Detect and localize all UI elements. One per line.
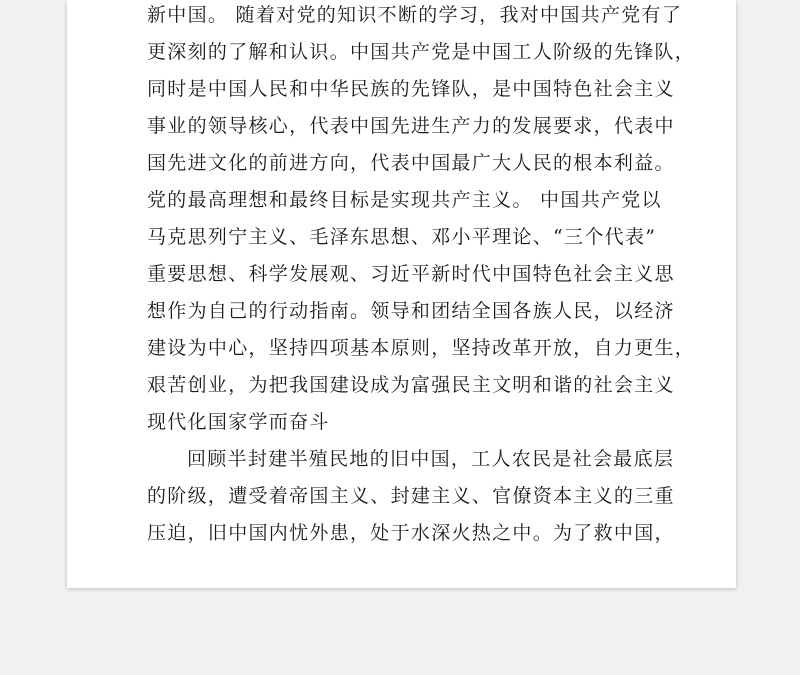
text-line: 艰苦创业，为把我国建设成为富强民主文明和谐的社会主义 (147, 374, 675, 396)
paragraph-end-line: 现代化国家学而奋斗 (147, 411, 330, 433)
text-line: 国先进文化的前进方向，代表中国最广大人民的根本利益。 (147, 152, 675, 174)
text-line: 同时是中国人民和中华民族的先锋队，是中国特色社会主义 (147, 78, 675, 100)
text-line: 党的最高理想和最终目标是实现共产主义。 中国共产党以 (147, 189, 662, 211)
text-line: 的阶级，遭受着帝国主义、封建主义、官僚资本主义的三重 (147, 485, 675, 507)
text-line: 建设为中心，坚持四项基本原则，坚持改革开放，自力更生， (147, 337, 696, 359)
text-line: 新中国。 随着对党的知识不断的学习，我对中国共产党有了 (147, 4, 683, 26)
text-line: 更深刻的了解和认识。中国共产党是中国工人阶级的先锋队， (147, 41, 696, 63)
text-line: 马克思列宁主义、毛泽东思想、邓小平理论、“三个代表” (147, 226, 657, 248)
document-page (67, 0, 736, 588)
text-line: 重要思想、科学发展观、习近平新时代中国特色社会主义思 (147, 263, 675, 285)
text-line: 压迫，旧中国内忧外患，处于水深火热之中。为了救中国， (147, 522, 675, 544)
text-line: 事业的领导核心，代表中国先进生产力的发展要求，代表中 (147, 115, 675, 137)
paragraph-start-line: 回顾半封建半殖民地的旧中国，工人农民是社会最底层 (187, 448, 675, 470)
text-line: 想作为自己的行动指南。领导和团结全国各族人民，以经济 (147, 300, 675, 322)
